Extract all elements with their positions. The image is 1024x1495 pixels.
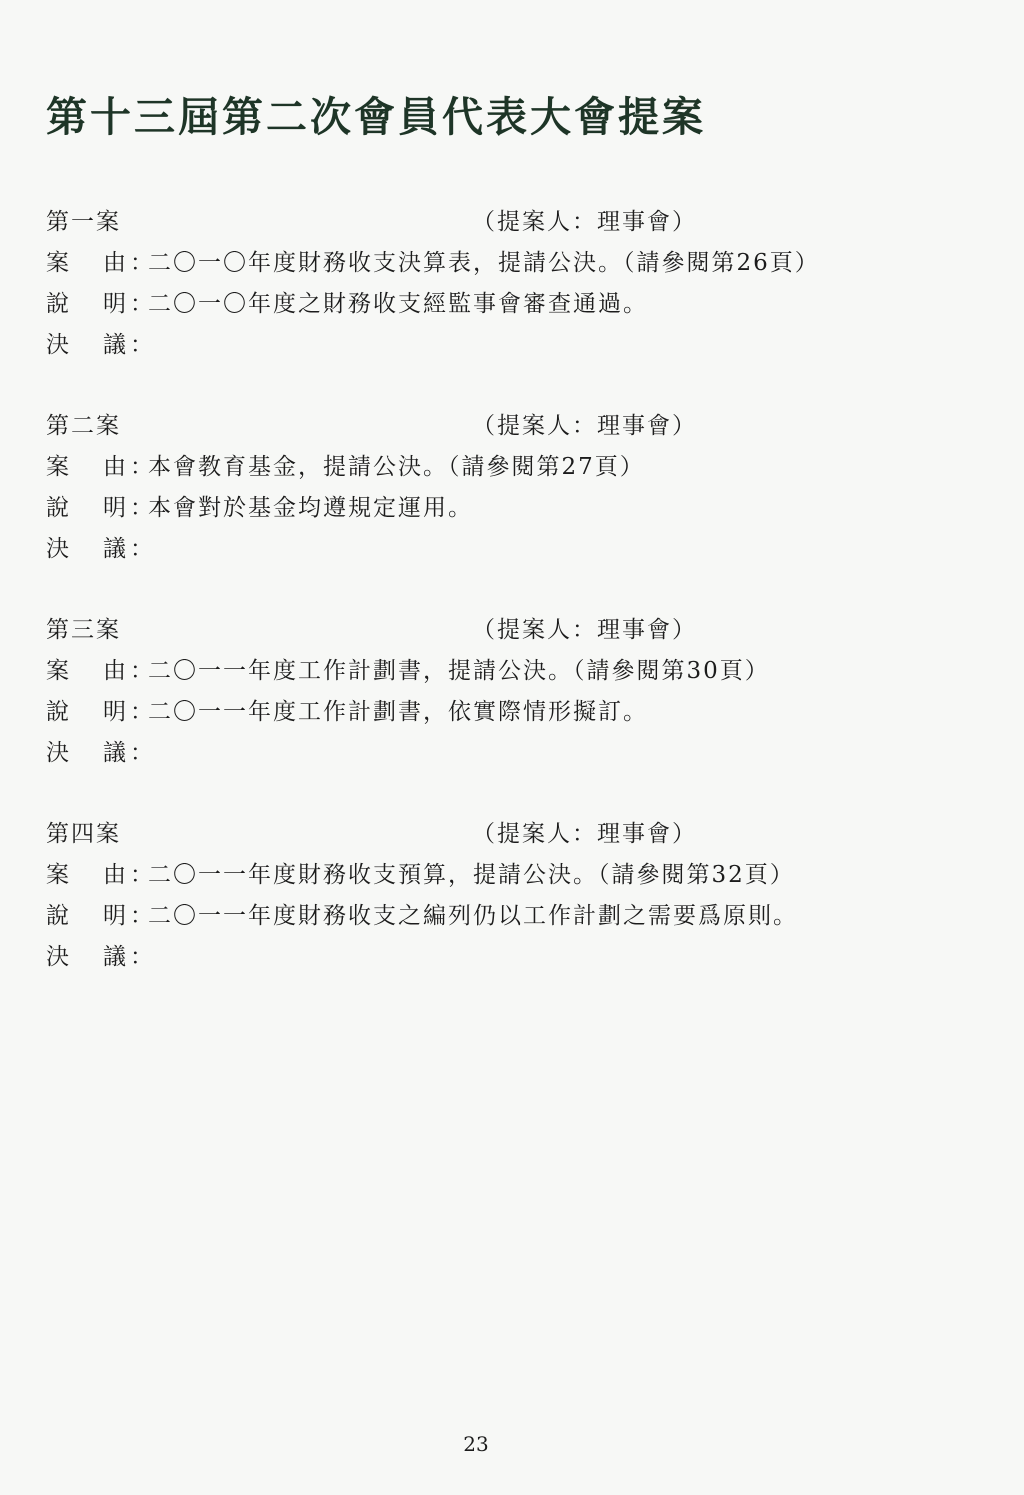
explanation-label: 說 明 [46, 495, 128, 521]
colon: ： [130, 291, 155, 317]
explanation-text: 二〇一一年度財務收支之編列仍以工作計劃之需要爲原則。 [148, 903, 798, 929]
proposal-4 [46, 814, 946, 978]
explanation-row [46, 692, 946, 733]
explanation-row [46, 488, 946, 529]
explanation-label: 說 明 [46, 903, 128, 929]
resolution-row [46, 937, 946, 978]
proposal-1 [46, 202, 946, 366]
colon: ： [130, 903, 155, 929]
proposal-number: 第三案 [46, 617, 121, 643]
explanation-label: 說 明 [46, 699, 128, 725]
colon: ： [130, 495, 155, 521]
reason-text: 二〇一一年度工作計劃書，提請公決。（請參閱第30頁） [148, 658, 770, 684]
explanation-row [46, 896, 946, 937]
proposal-number: 第四案 [46, 821, 121, 847]
colon: ： [130, 699, 155, 725]
proposal-3 [46, 610, 946, 774]
reason-text: 二〇一一年度財務收支預算，提請公決。（請參閱第32頁） [148, 862, 795, 888]
reason-label: 案 由 [46, 862, 128, 888]
reason-row [46, 447, 946, 488]
proposal-number: 第二案 [46, 413, 121, 439]
resolution-label: 決 議 [46, 332, 128, 358]
resolution-label: 決 議 [46, 740, 128, 766]
proposer: （提案人：理事會） [472, 821, 697, 847]
reason-row [46, 855, 946, 896]
explanation-label: 說 明 [46, 291, 128, 317]
resolution-row [46, 733, 946, 774]
proposer: （提案人：理事會） [472, 413, 697, 439]
colon: ： [130, 740, 155, 766]
proposal-header [46, 202, 946, 243]
colon: ： [130, 454, 155, 480]
proposal-header [46, 814, 946, 855]
colon: ： [130, 536, 155, 562]
colon: ： [130, 944, 155, 970]
colon: ： [130, 332, 155, 358]
resolution-label: 決 議 [46, 944, 128, 970]
colon: ： [130, 658, 155, 684]
reason-text: 本會教育基金，提請公決。（請參閱第27頁） [148, 454, 645, 480]
explanation-text: 二〇一〇年度之財務收支經監事會審查通過。 [148, 291, 648, 317]
reason-label: 案 由 [46, 454, 128, 480]
explanation-row [46, 284, 946, 325]
reason-text: 二〇一〇年度財務收支決算表，提請公決。（請參閱第26頁） [148, 250, 820, 276]
resolution-label: 決 議 [46, 536, 128, 562]
proposer: （提案人：理事會） [472, 209, 697, 235]
resolution-row [46, 529, 946, 570]
reason-label: 案 由 [46, 658, 128, 684]
page-number: 23 [463, 1432, 489, 1456]
proposal-header [46, 610, 946, 651]
proposal-header [46, 406, 946, 447]
reason-row [46, 243, 946, 284]
proposer: （提案人：理事會） [472, 617, 697, 643]
page-title: 第十三屆第二次會員代表大會提案 [46, 93, 706, 141]
reason-label: 案 由 [46, 250, 128, 276]
explanation-text: 本會對於基金均遵規定運用。 [148, 495, 473, 521]
colon: ： [130, 250, 155, 276]
explanation-text: 二〇一一年度工作計劃書，依實際情形擬訂。 [148, 699, 648, 725]
resolution-row [46, 325, 946, 366]
colon: ： [130, 862, 155, 888]
reason-row [46, 651, 946, 692]
proposal-2 [46, 406, 946, 570]
proposal-number: 第一案 [46, 209, 121, 235]
